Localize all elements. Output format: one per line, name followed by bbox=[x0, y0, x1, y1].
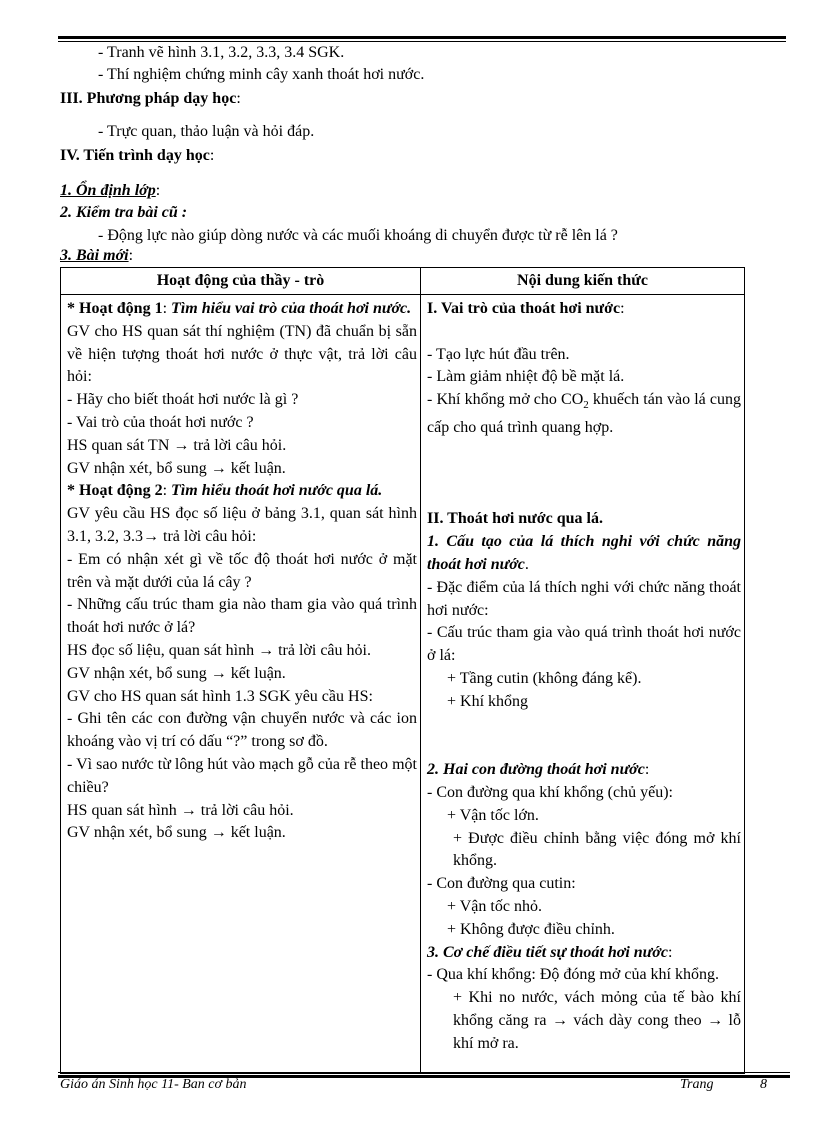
activity-2-student-task: HS đọc số liệu, quan sát hình → trả lời câu hỏi. bbox=[67, 641, 371, 659]
content-subheading-2-1 bbox=[427, 531, 741, 577]
content-subheading-2-2-text: 2. Hai con đường thoát hơi nước bbox=[427, 761, 645, 779]
footer-grade: 11- Ban cơ bản bbox=[161, 1077, 247, 1092]
activity-1-question-2: - Vai trò của thoát hơi nước ? bbox=[67, 413, 254, 431]
review-question: - Động lực nào giúp dòng nước và các muối khoáng di chuyển được từ rễ lên lá ? bbox=[98, 227, 618, 244]
spacer bbox=[427, 714, 741, 760]
pathway-stomata: - Con đường qua khí khổng (chủ yếu): bbox=[427, 783, 673, 801]
section-4-title: IV. Tiến trình dạy học bbox=[60, 147, 210, 164]
content-subheading-2-2-colon: : bbox=[644, 761, 650, 779]
footer-title bbox=[60, 1076, 246, 1094]
content-subheading-2-3-text: 3. Cơ chế điều tiết sự thoát hơi nước bbox=[427, 943, 668, 961]
activity-2-colon: : bbox=[162, 482, 172, 500]
leaf-structure-item-2: - Cấu trúc tham gia vào quá trình thoát hơi nước ở lá: bbox=[427, 624, 741, 665]
role-item-1: - Tạo lực hút đầu trên. bbox=[427, 345, 570, 363]
knowledge-column bbox=[427, 298, 741, 1055]
activity-2-question-2: - Những cấu trúc tham gia nào tham gia vào quá trình thoát hơi nước ở lá? bbox=[67, 596, 417, 637]
pathway-cutin: - Con đường qua cutin: bbox=[427, 875, 576, 893]
section-3-heading bbox=[60, 88, 241, 110]
activity-3-intro: GV cho HS quan sát hình 1.3 SGK yêu cầu HS: bbox=[67, 687, 373, 705]
content-subheading-2-2 bbox=[427, 759, 741, 782]
step-3-colon: : bbox=[128, 247, 134, 264]
content-subheading-2-1-dot: . bbox=[524, 555, 529, 573]
content-subheading-2-1-text: 1. Cấu tạo của lá thích nghi với chức năng thoát hơi nước bbox=[427, 533, 741, 573]
step-3-heading bbox=[60, 245, 133, 267]
top-rule-thick bbox=[58, 36, 786, 39]
role-item-3-end: khuếch tán vào lá cung cấp cho quá trình quang hợp. bbox=[427, 391, 742, 437]
activity-2-intro: GV yêu cầu HS đọc số liệu ở bảng 3.1, quan sát hình 3.1, 3.2, 3.3→ trả lời câu hỏi: bbox=[67, 505, 417, 545]
leaf-structure-subitem-1: + Tầng cutin (không đáng kể). bbox=[447, 669, 642, 687]
activity-1-colon: : bbox=[162, 300, 172, 317]
materials-item-2: - Thí nghiệm chứng minh cây xanh thoát hơi nước. bbox=[98, 66, 425, 83]
step-1-title: 1. Ổn định lớp bbox=[60, 182, 156, 199]
step-2-heading: 2. Kiểm tra bài cũ : bbox=[60, 204, 188, 221]
activity-3-question-1: - Ghi tên các con đường vận chuyển nước và các ion khoáng vào vị trí có dấu “?” trong sơ đồ. bbox=[67, 710, 417, 751]
activity-1-question-1: - Hãy cho biết thoát hơi nước là gì ? bbox=[67, 391, 299, 409]
activity-2-title: Tìm hiểu thoát hơi nước qua lá. bbox=[171, 482, 383, 500]
content-subheading-2-3-colon: : bbox=[667, 943, 673, 961]
regulation-subitem-1: + Khi no nước, vách mỏng của tế bào khí khổng căng ra → vách dày cong theo → lỗ khí mở ra. bbox=[453, 989, 741, 1052]
step-3-title: 3. Bài mới bbox=[60, 247, 129, 264]
activity-2-conclusion: GV nhận xét, bổ sung → kết luận. bbox=[67, 664, 286, 682]
footer-subject: Giáo án Sinh học bbox=[60, 1077, 162, 1092]
activity-1-intro: GV cho HS quan sát thí nghiệm (TN) đã chuẩn bị sẵn về hiện tượng thoát hơi nước ở thực vật, trả lời câu hỏi: bbox=[67, 322, 417, 386]
role-item-3-start: - Khí khổng mở cho CO bbox=[427, 391, 584, 409]
activity-1-title: Tìm hiểu vai trò của thoát hơi nước. bbox=[171, 300, 412, 317]
activity-1-conclusion: GV nhận xét, bổ sung → kết luận. bbox=[67, 459, 286, 477]
co2-subscript: 2 bbox=[583, 399, 589, 412]
regulation-item-1: - Qua khí khổng: Độ đóng mở của khí khổng. bbox=[427, 966, 719, 984]
role-item-3 bbox=[427, 389, 741, 440]
section-4-colon: : bbox=[209, 147, 215, 164]
step-1-colon: : bbox=[155, 182, 161, 199]
activity-1-heading bbox=[67, 298, 417, 321]
content-heading-2: II. Thoát hơi nước qua lá. bbox=[427, 510, 603, 528]
content-heading-1-colon: : bbox=[620, 300, 625, 317]
lesson-table bbox=[60, 267, 745, 1074]
materials-item-1: - Tranh vẽ hình 3.1, 3.2, 3.3, 3.4 SGK. bbox=[98, 44, 345, 61]
header-knowledge-content: Nội dung kiến thức bbox=[517, 272, 648, 289]
pathway-stomata-subitem-2: + Được điều chỉnh bằng việc đóng mở khí khổng. bbox=[453, 829, 741, 870]
content-subheading-2-3 bbox=[427, 942, 741, 965]
content-heading-1 bbox=[427, 298, 741, 321]
section-4-heading bbox=[60, 145, 214, 167]
footer-page-number: 8 bbox=[760, 1077, 767, 1092]
section-3-title: III. Phương pháp dạy học bbox=[60, 90, 237, 107]
role-item-2: - Làm giảm nhiệt độ bề mặt lá. bbox=[427, 368, 625, 386]
pathway-cutin-subitem-1: + Vận tốc nhỏ. bbox=[447, 897, 542, 915]
step-1-heading bbox=[60, 180, 160, 202]
activity-3-student-task: HS quan sát hình → trả lời câu hỏi. bbox=[67, 801, 294, 819]
activity-1-label: * Hoạt động 1 bbox=[67, 300, 163, 317]
content-heading-1-text: I. Vai trò của thoát hơi nước bbox=[427, 300, 621, 317]
activity-1-student-task: HS quan sát TN → trả lời câu hỏi. bbox=[67, 436, 287, 454]
activity-2-heading bbox=[67, 480, 417, 503]
activity-2-label: * Hoạt động 2 bbox=[67, 482, 163, 500]
pathway-cutin-subitem-2: + Không được điều chỉnh. bbox=[447, 920, 615, 938]
method-item: - Trực quan, thảo luận và hỏi đáp. bbox=[98, 123, 315, 140]
section-3-colon: : bbox=[236, 90, 241, 107]
activity-2-question-1: - Em có nhận xét gì về tốc độ thoát hơi nước ở mặt trên và mặt dưới của lá cây ? bbox=[67, 550, 417, 591]
table-header bbox=[61, 268, 744, 295]
leaf-structure-subitem-2: + Khí khổng bbox=[447, 692, 529, 710]
activity-3-conclusion: GV nhận xét, bổ sung → kết luận. bbox=[67, 824, 286, 842]
bottom-rule-thin bbox=[58, 1072, 790, 1073]
leaf-structure-item-1: - Đặc điểm của lá thích nghi với chức năng thoát hơi nước: bbox=[427, 578, 741, 619]
pathway-stomata-subitem-1: + Vận tốc lớn. bbox=[447, 806, 539, 824]
spacer bbox=[427, 440, 741, 508]
column-divider bbox=[420, 268, 421, 1073]
activities-column bbox=[67, 298, 417, 845]
footer-page-label: Trang bbox=[680, 1077, 714, 1092]
activity-3-question-2: - Vì sao nước từ lông hút vào mạch gỗ của rễ theo một chiều? bbox=[67, 755, 417, 796]
header-teacher-student-activities: Hoạt động của thầy - trò bbox=[156, 272, 325, 289]
spacer bbox=[427, 321, 741, 344]
